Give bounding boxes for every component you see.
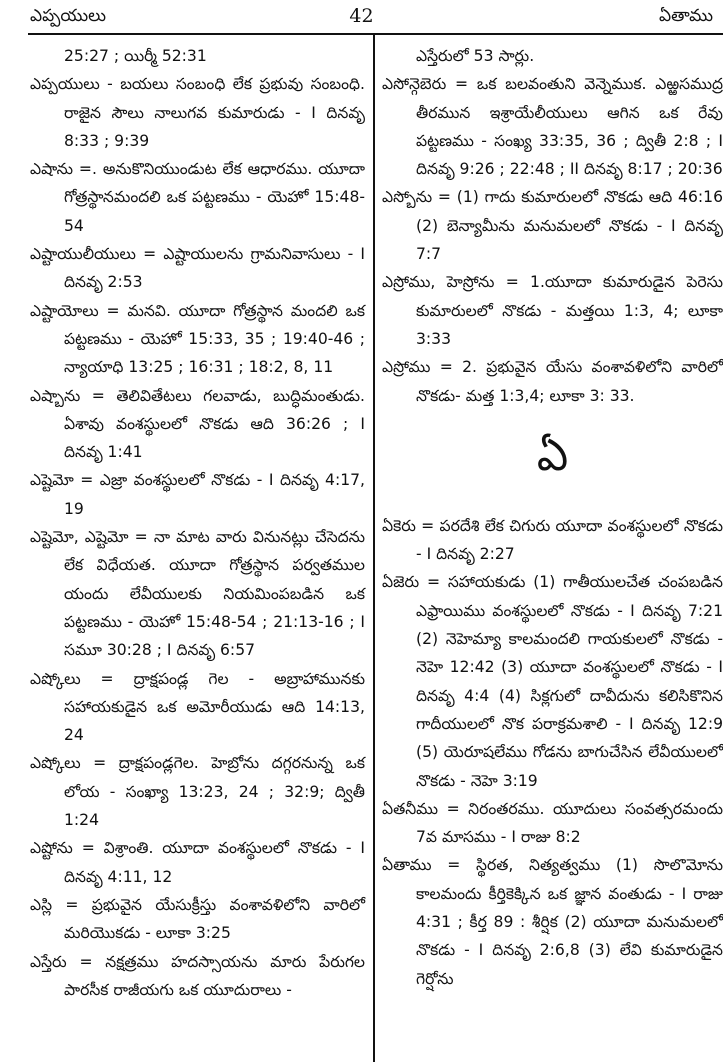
dictionary-entry: ఎసోన్గెబెరు = ఒక బలవంతుని వెన్నెముక. ఎఱ్ఱసముద్ర తీరమున ఇశ్రాయేలీయులు ఆగిన ఒక రేవు పట్టణము - సంఖ్య 33:35, 36 ; ద్వితీ 2:8 ; I దినవృ 9:26 ; 22:48 ; II దినవృ 8:17 ; 20:36 [382, 75, 723, 179]
dictionary-entry: ఎస్బోను = (1) గాదు కుమారులలో నొకడు ఆది 46:16 (2) బెన్యామీను మనుమలలో నొకడు - I దినవృ 7:7 [382, 188, 723, 264]
dictionary-entry: ఎస్రోము = 2. ప్రభువైన యేసు వంశావళిలోని వారిలో నొకడు- మత్త 1:3,4; లూకా 3: 33. [382, 358, 723, 405]
dictionary-entry: ఏకెరు = పరదేశి లేక చిగురు యూదా వంశస్థులలో నొకడు - I దినవృ 2:27 [382, 516, 723, 564]
dictionary-entry: ఎష్టెమో, ఎష్టెమో = నా మాట వారు వినునట్లు చేసెదను లేక విధేయత. యూదా గోత్రస్థాన పర్వతముల యందు లేవీయులకు నియమింపబడిన ఒక పట్టణము - యెహో 15:48-54 ; 21:13-16 ; I సమూ 30:28 ; I దినవృ 6:57 [30, 528, 365, 660]
running-head-left: ఎప్పయులు [30, 6, 107, 26]
dictionary-entry: ఎప్పయులు - బయలు సంబంధి లేక ప్రభువు సంబంధి. రాజైన సౌలు నాలుగవ కుమారుడు - I దినవృ 8:33 ; 9:39 [30, 75, 365, 150]
right-column [382, 42, 723, 993]
continuation-text: ఎస్తేరులో 53 సార్లు. [416, 47, 535, 65]
left-column [30, 42, 365, 1004]
dictionary-entry: ఏజెరు = సహాయకుడు (1) గాతీయులచేత చంపబడిన ఎఫ్రాయిము వంశస్థులలో నొకడు - I దినవృ 7:21 (2) నెహెమ్యా కాలమందలి గాయకులలో నొకడు - నెహె 12:42 (3) యూదా వంశస్థులలో నొకడు - I దినవృ 4:4 (4) సిక్లగులో దావీదును కలిసికొనిన గాదీయులలో నొక పరాక్రమశాలి - I దినవృ 12:9 (5) యెరూషలేము గోడను బాగుచేసిన లేవీయులలో నొకడు - నెహె 3:19 [382, 573, 723, 790]
continuation-text: 25:27 ; యిర్మీ 52:31 [64, 47, 207, 65]
dictionary-entry: ఎష్టాయులీయులు = ఎష్టాయులను గ్రామనివాసులు - I దినవృ 2:53 [30, 245, 365, 292]
section-letter-heading: ఏ [536, 429, 569, 481]
page-number: 42 [349, 5, 374, 27]
dictionary-entry: ఎష్కోలు = ద్రాక్షపండ్లగెల. హెబ్రోను దగ్గరనున్న ఒక లోయ - సంఖ్యా 13:23, 24 ; 32:9; ద్వితీ 1:24 [30, 754, 365, 830]
dictionary-entry: ఏతనీము = నిరంతరము. యూదులు సంవత్సరమందు 7వ మాసము - I రాజు 8:2 [382, 799, 723, 847]
dictionary-entry: ఎస్లి = ప్రభువైన యేసుక్రీస్తు వంశావళిలోని వారిలో మరియొకడు - లూకా 3:25 [30, 895, 365, 943]
running-head-right: ఏతాము [658, 6, 713, 26]
page-header [0, 0, 723, 32]
dictionary-entry: ఎష్బాను = తెలివితేటలు గలవాడు, బుద్ధిమంతుడు. ఏశావు వంశస్థులలో నొకడు ఆది 36:26 ; I దినవృ 1:41 [30, 386, 365, 462]
dictionary-entry: ఎషాను =. అనుకొనియుండుట లేక ఆధారము. యూదా గోత్రస్థానమందలి ఒక పట్టణము - యెహో 15:48-54 [30, 160, 365, 235]
dictionary-entry: ఎష్టోను = విశ్రాంతి. యూదా వంశస్థులలో నొకడు - I దినవృ 4:11, 12 [30, 839, 365, 886]
dictionary-entry: ఎష్టెమో = ఎజ్రా వంశస్థులలో నొకడు - I దినవృ 4:17, 19 [30, 471, 365, 518]
dictionary-entry: ఎష్టాయోలు = మనవి. యూదా గోత్రస్థాన మందలి ఒక పట్టణము - యెహో 15:33, 35 ; 19:40-46 ; న్యాయాధి 13:25 ; 16:31 ; 18:2, 8, 11 [30, 301, 365, 377]
dictionary-entry: ఏతాము = స్థిరత, నిత్యత్వము (1) సొలొమోను కాలమందు కీర్తికెక్కిన ఒక జ్ఞాన వంతుడు - I రాజు 4:31 ; కీర్త 89 : శీర్షిక (2) యూదా మనుమలలో నొకడు - I దినవృ 2:6,8 (3) లేవి కుమారుడైన గెర్షోను [382, 856, 723, 988]
column-divider [373, 35, 375, 1062]
dictionary-entry: ఎస్రోము, హెస్రోను = 1.యూదా కుమారుడైన పెరెసు కుమారులలో నొకడు - మత్తయి 1:3, 4; లూకా 3:33 [382, 273, 723, 348]
dictionary-entry: ఎస్తేరు = నక్షత్రము హదస్సాయను మారు పేరుగల పారసీక రాజీయగు ఒక యూదురాలు - [30, 952, 365, 999]
dictionary-entry: ఎష్కోలు = ద్రాక్షపండ్ల గెల - అబ్రాహామునకు సహాయకుడైన ఒక అమోరీయుడు ఆది 14:13, 24 [30, 669, 365, 745]
header-rule [28, 33, 723, 35]
